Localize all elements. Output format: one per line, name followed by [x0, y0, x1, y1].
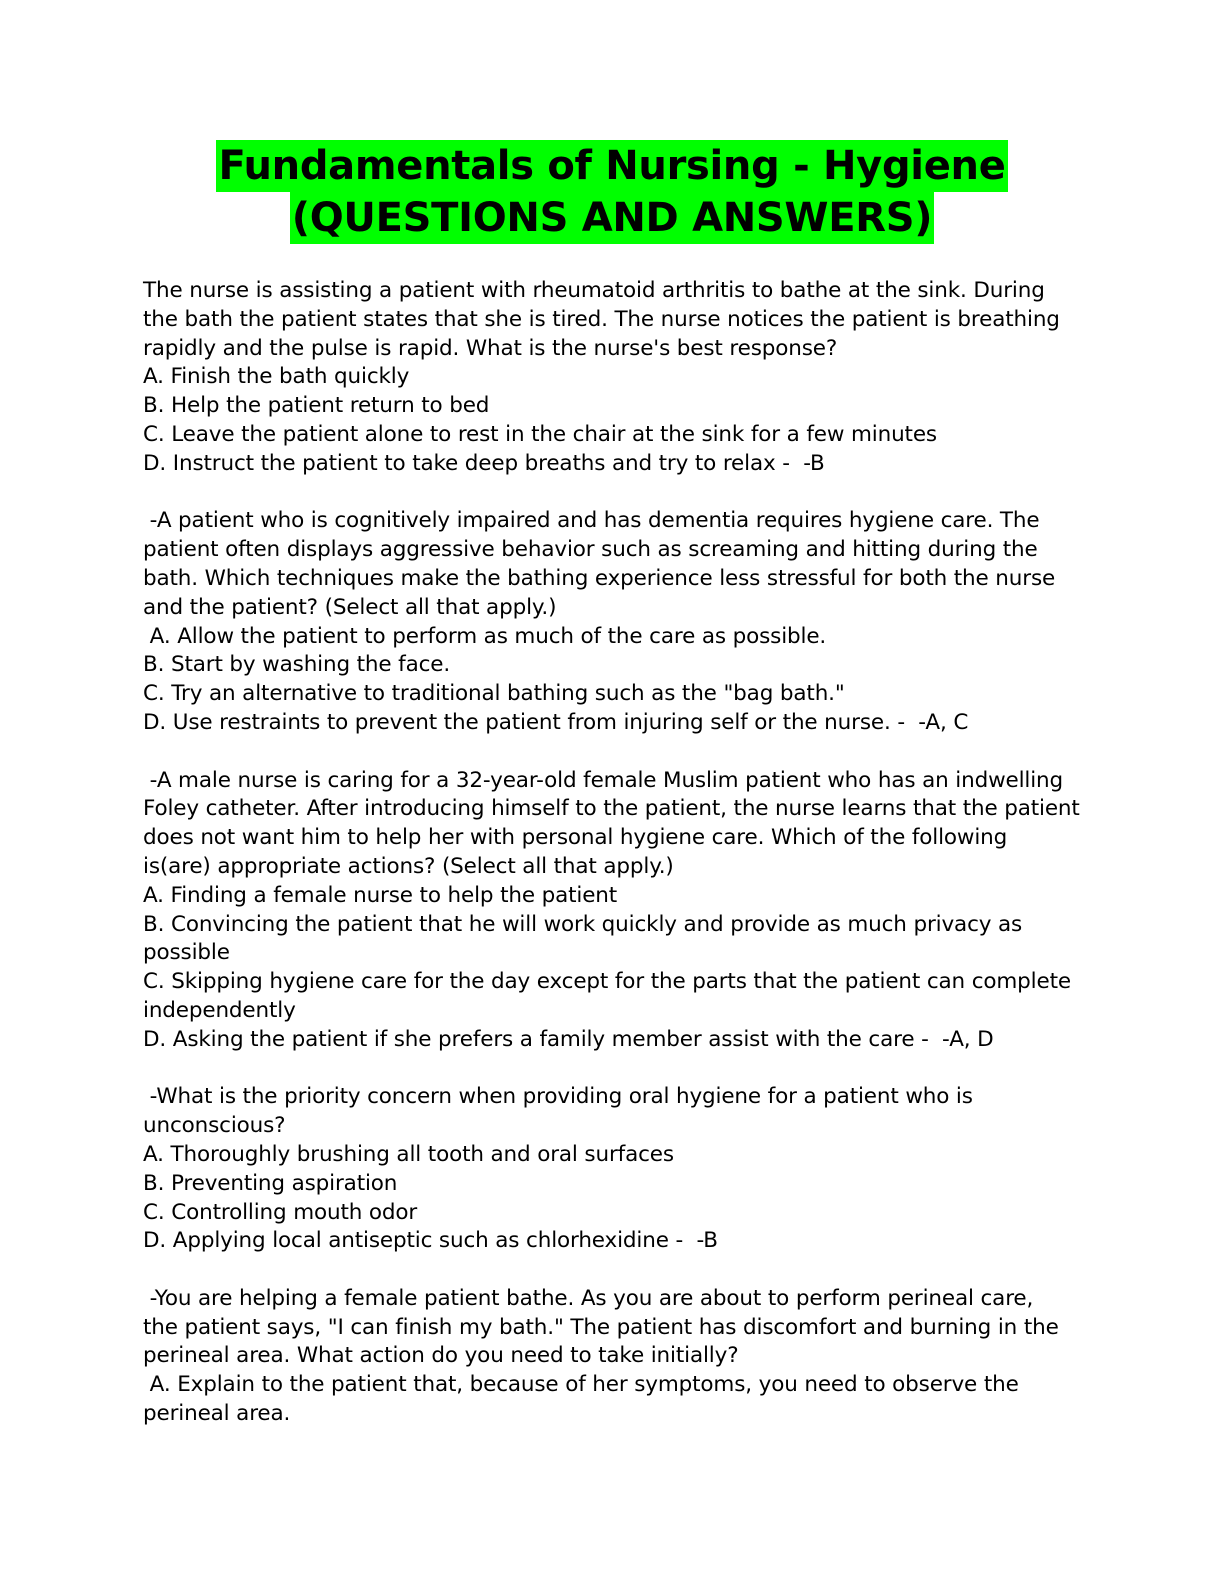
question-text-line: bath. Which techniques make the bathing experience less stressful for both the nurse [143, 565, 1056, 591]
answer-option: C. Controlling mouth odor [143, 1199, 418, 1225]
question-text-line: does not want him to help her with personal hygiene care. Which of the following [143, 825, 1008, 851]
answer-option-with-key: D. Instruct the patient to take deep breaths and try to relax - -B [143, 450, 825, 476]
answer-option: A. Finding a female nurse to help the patient [143, 882, 618, 908]
answer-option: possible [143, 940, 230, 966]
question-text-line: The nurse is assisting a patient with rheumatoid arthritis to bathe at the sink. During [143, 278, 1045, 303]
question-text-line: perineal area. What action do you need to take initially? [143, 1343, 739, 1369]
paragraph-gap [143, 738, 1103, 767]
question-text-line: and the patient? (Select all that apply.) [143, 594, 557, 620]
answer-option-with-key: D. Use restraints to prevent the patient from injuring self or the nurse. - -A, C [143, 709, 969, 735]
question-block-2 [143, 507, 1103, 737]
question-text-line: is(are) appropriate actions? (Select all that apply.) [143, 853, 674, 879]
answer-option-with-key: D. Asking the patient if she prefers a family member assist with the care - -A, D [143, 1026, 994, 1052]
question-block-4 [143, 1083, 1103, 1256]
question-text-line: -A male nurse is caring for a 32-year-old female Muslim patient who has an indwelling [143, 767, 1064, 793]
title-line-1: Fundamentals of Nursing - Hygiene [216, 140, 1007, 192]
answer-option: B. Help the patient return to bed [143, 393, 490, 419]
paragraph-gap [143, 479, 1103, 508]
answer-option: C. Try an alternative to traditional bathing such as the "bag bath." [143, 681, 845, 707]
question-text-line: Foley catheter. After introducing himself to the patient, the nurse learns that the patient [143, 796, 1080, 822]
answer-option-with-key: D. Applying local antiseptic such as chlorhexidine - -B [143, 1228, 718, 1254]
answer-option: perineal area. [143, 1401, 291, 1427]
answer-option: B. Convincing the patient that he will work quickly and provide as much privacy as [143, 911, 1023, 937]
question-text-line: the patient says, "I can finish my bath." The patient has discomfort and burning in the [143, 1314, 1059, 1340]
question-text-line: -A patient who is cognitively impaired and has dementia requires hygiene care. The [143, 508, 1040, 534]
question-text-line: unconscious? [143, 1113, 286, 1139]
question-text-line: -You are helping a female patient bathe. As you are about to perform perineal care, [143, 1285, 1034, 1311]
answer-option: independently [143, 997, 296, 1023]
question-text-line: -What is the priority concern when providing oral hygiene for a patient who is [143, 1084, 973, 1110]
question-block-3 [143, 767, 1103, 1055]
answer-option: A. Explain to the patient that, because of her symptoms, you need to observe the [143, 1372, 1019, 1398]
question-text-line: the bath the patient states that she is tired. The nurse notices the patient is breathing [143, 306, 1060, 332]
answer-option: A. Finish the bath quickly [143, 364, 410, 390]
answer-option: C. Leave the patient alone to rest in the chair at the sink for a few minutes [143, 421, 937, 447]
answer-option: B. Start by washing the face. [143, 652, 451, 678]
answer-option: B. Preventing aspiration [143, 1170, 398, 1196]
question-text-line: patient often displays aggressive behavior such as screaming and hitting during the [143, 537, 1038, 563]
paragraph-gap [143, 1055, 1103, 1084]
question-text-line: rapidly and the pulse is rapid. What is the nurse's best response? [143, 335, 838, 361]
paragraph-gap [143, 1256, 1103, 1285]
question-block-1 [143, 277, 1103, 479]
answer-option: A. Allow the patient to perform as much of the care as possible. [143, 623, 827, 649]
question-block-5 [143, 1285, 1103, 1429]
document-body [143, 277, 1103, 1429]
title-line-2: (QUESTIONS AND ANSWERS) [290, 192, 935, 244]
document-title [0, 140, 1224, 244]
answer-option: C. Skipping hygiene care for the day except for the parts that the patient can complete [143, 969, 1071, 995]
answer-option: A. Thoroughly brushing all tooth and oral surfaces [143, 1141, 674, 1167]
